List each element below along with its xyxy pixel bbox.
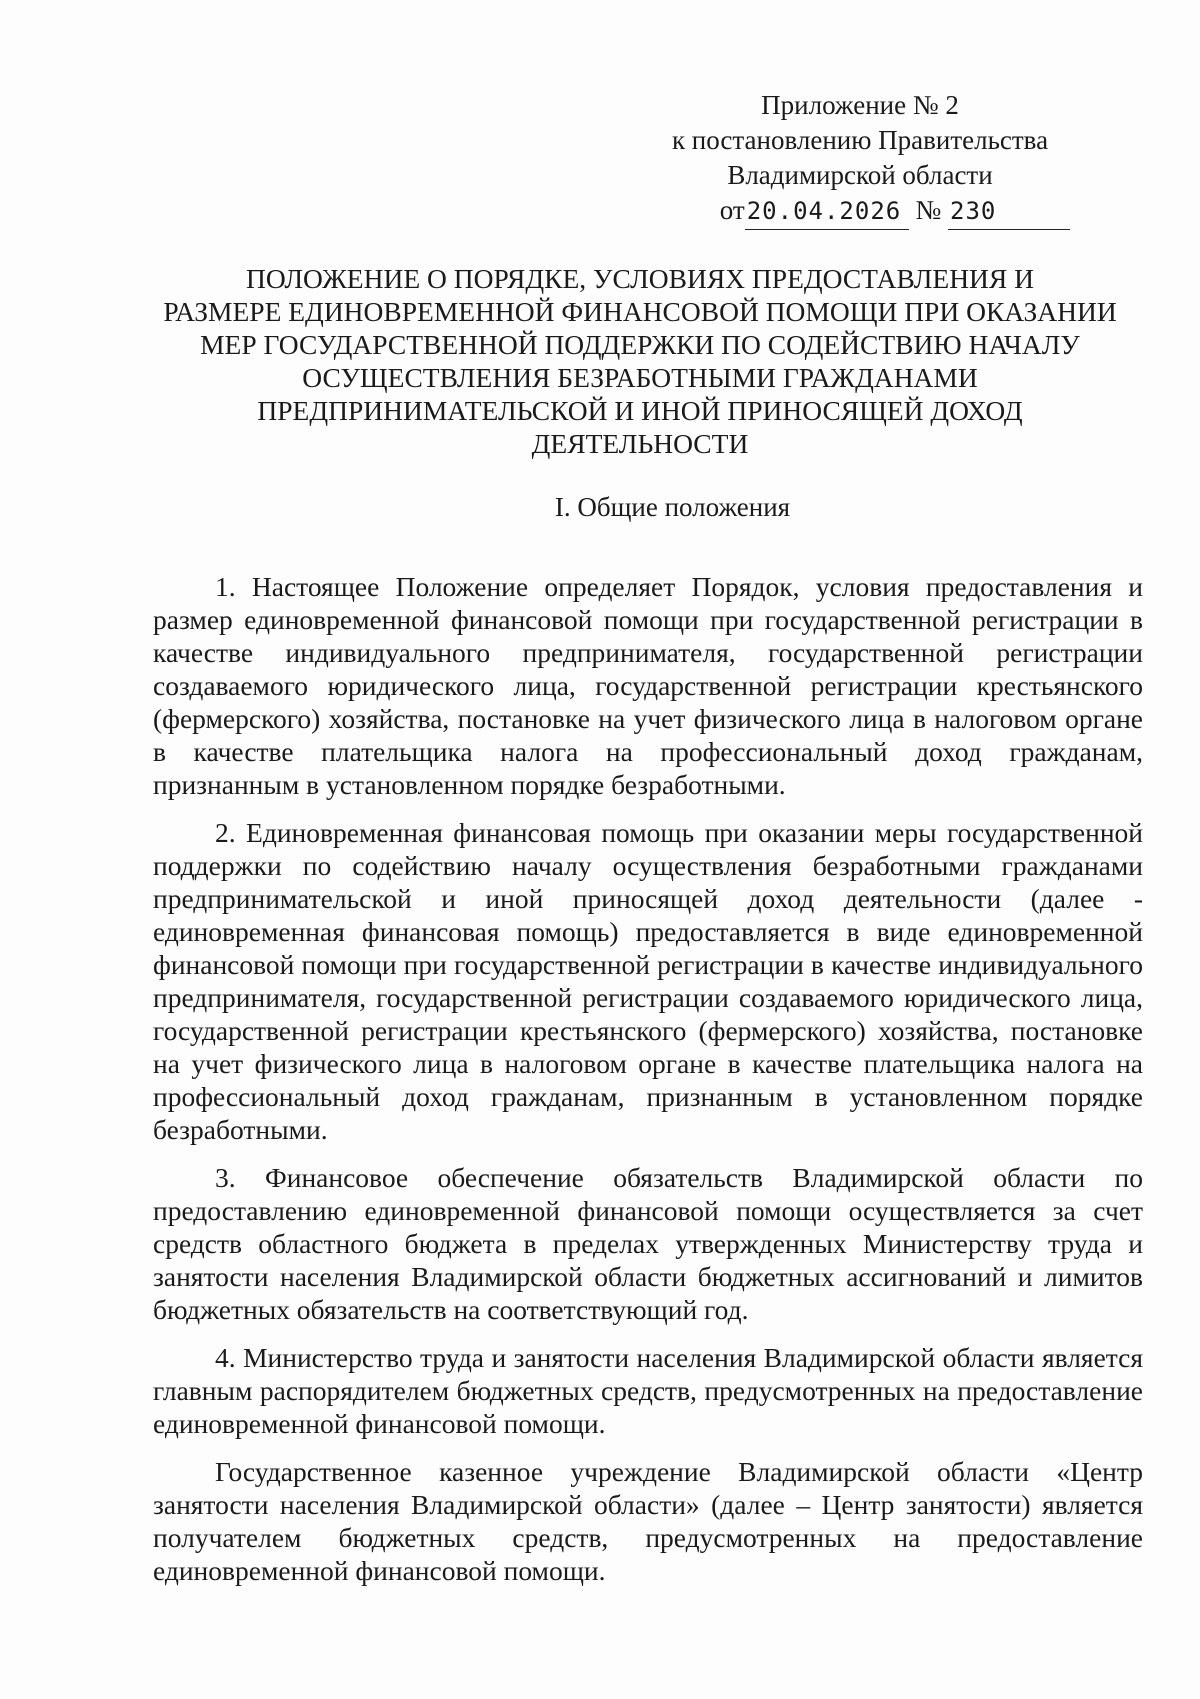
title-line: МЕР ГОСУДАРСТВЕННОЙ ПОДДЕРЖКИ ПО СОДЕЙСТВИЮ НАЧАЛУ [200,329,1080,360]
appendix-label: Приложение № 2 [761,90,959,120]
paragraph-4-continued: Государственное казенное учреждение Владимирской области «Центр занятости населения Владимирской области» (далее – Центр занятости) является получателем бюджетных средств, предусмотренных на предоставление единовременной финансовой помощи. [153,1456,1143,1586]
appendix-region: Владимирской области [727,160,993,190]
title-line: РАЗМЕРЕ ЕДИНОВРЕМЕННОЙ ФИНАНСОВОЙ ПОМОЩИ ПРИ ОКАЗАНИИ [163,296,1117,327]
appendix-number: 230 [948,194,1070,230]
title-line: ПРЕДПРИНИМАТЕЛЬСКОЙ И ИНОЙ ПРИНОСЯЩЕЙ ДОХОД [257,395,1023,426]
title-line: ПОЛОЖЕНИЕ О ПОРЯДКЕ, УСЛОВИЯХ ПРЕДОСТАВЛЕНИЯ И [245,263,1034,294]
appendix-resolution: к постановлению Правительства [671,125,1049,155]
appendix-date: 20.04.2026 [745,194,909,230]
appendix-number-prefix: № [915,195,942,225]
paragraph-3: 3. Финансовое обеспечение обязательств Владимирской области по предоставлению единовременной финансовой помощи осуществляется за счет средств областного бюджета в пределах утвержденных Министерству труда и занятости населения Владимирской области бюджетных ассигнований и лимитов бюджетных обязательств на соответствующий год. [153,1162,1143,1325]
title-line: ДЕЯТЕЛЬНОСТИ [531,428,749,459]
appendix-reference [650,193,1070,230]
appendix-from-prefix: от [719,195,745,225]
paragraph-4: 4. Министерство труда и занятости населения Владимирской области является главным распорядителем бюджетных средств, предусмотренных на предоставление единовременной финансовой помощи. [153,1342,1143,1439]
document-title [150,262,1130,460]
paragraph-1: 1. Настоящее Положение определяет Порядок, условия предоставления и размер единовременной финансовой помощи при государственной регистрации в качестве индивидуального предпринимателя, государственной регистрации создаваемого юридического лица, государственной регистрации крестьянского (фермерского) хозяйства, постановке на учет физического лица в налоговом органе в качестве плательщика налога на профессиональный доход гражданам, признанным в установленном порядке безработными. [153,571,1143,800]
document-body [153,570,1143,1602]
appendix-block [650,88,1070,230]
title-line: ОСУЩЕСТВЛЕНИЯ БЕЗРАБОТНЫМИ ГРАЖДАНАМИ [302,362,978,393]
paragraph-2: 2. Единовременная финансовая помощь при оказании меры государственной поддержки по содействию началу осуществления безработными гражданами предпринимательской и иной приносящей доход деятельности (далее - единовременная финансовая помощь) предоставляется в виде единовременной финансовой помощи при государственной регистрации в качестве индивидуального предпринимателя, государственной регистрации создаваемого юридического лица, государственной регистрации крестьянского (фермерского) хозяйства, постановке на учет физического лица в налоговом органе в качестве плательщика налога на профессиональный доход гражданам, признанным в установленном порядке безработными. [153,817,1143,1145]
section-heading: I. Общие положения [554,492,791,522]
